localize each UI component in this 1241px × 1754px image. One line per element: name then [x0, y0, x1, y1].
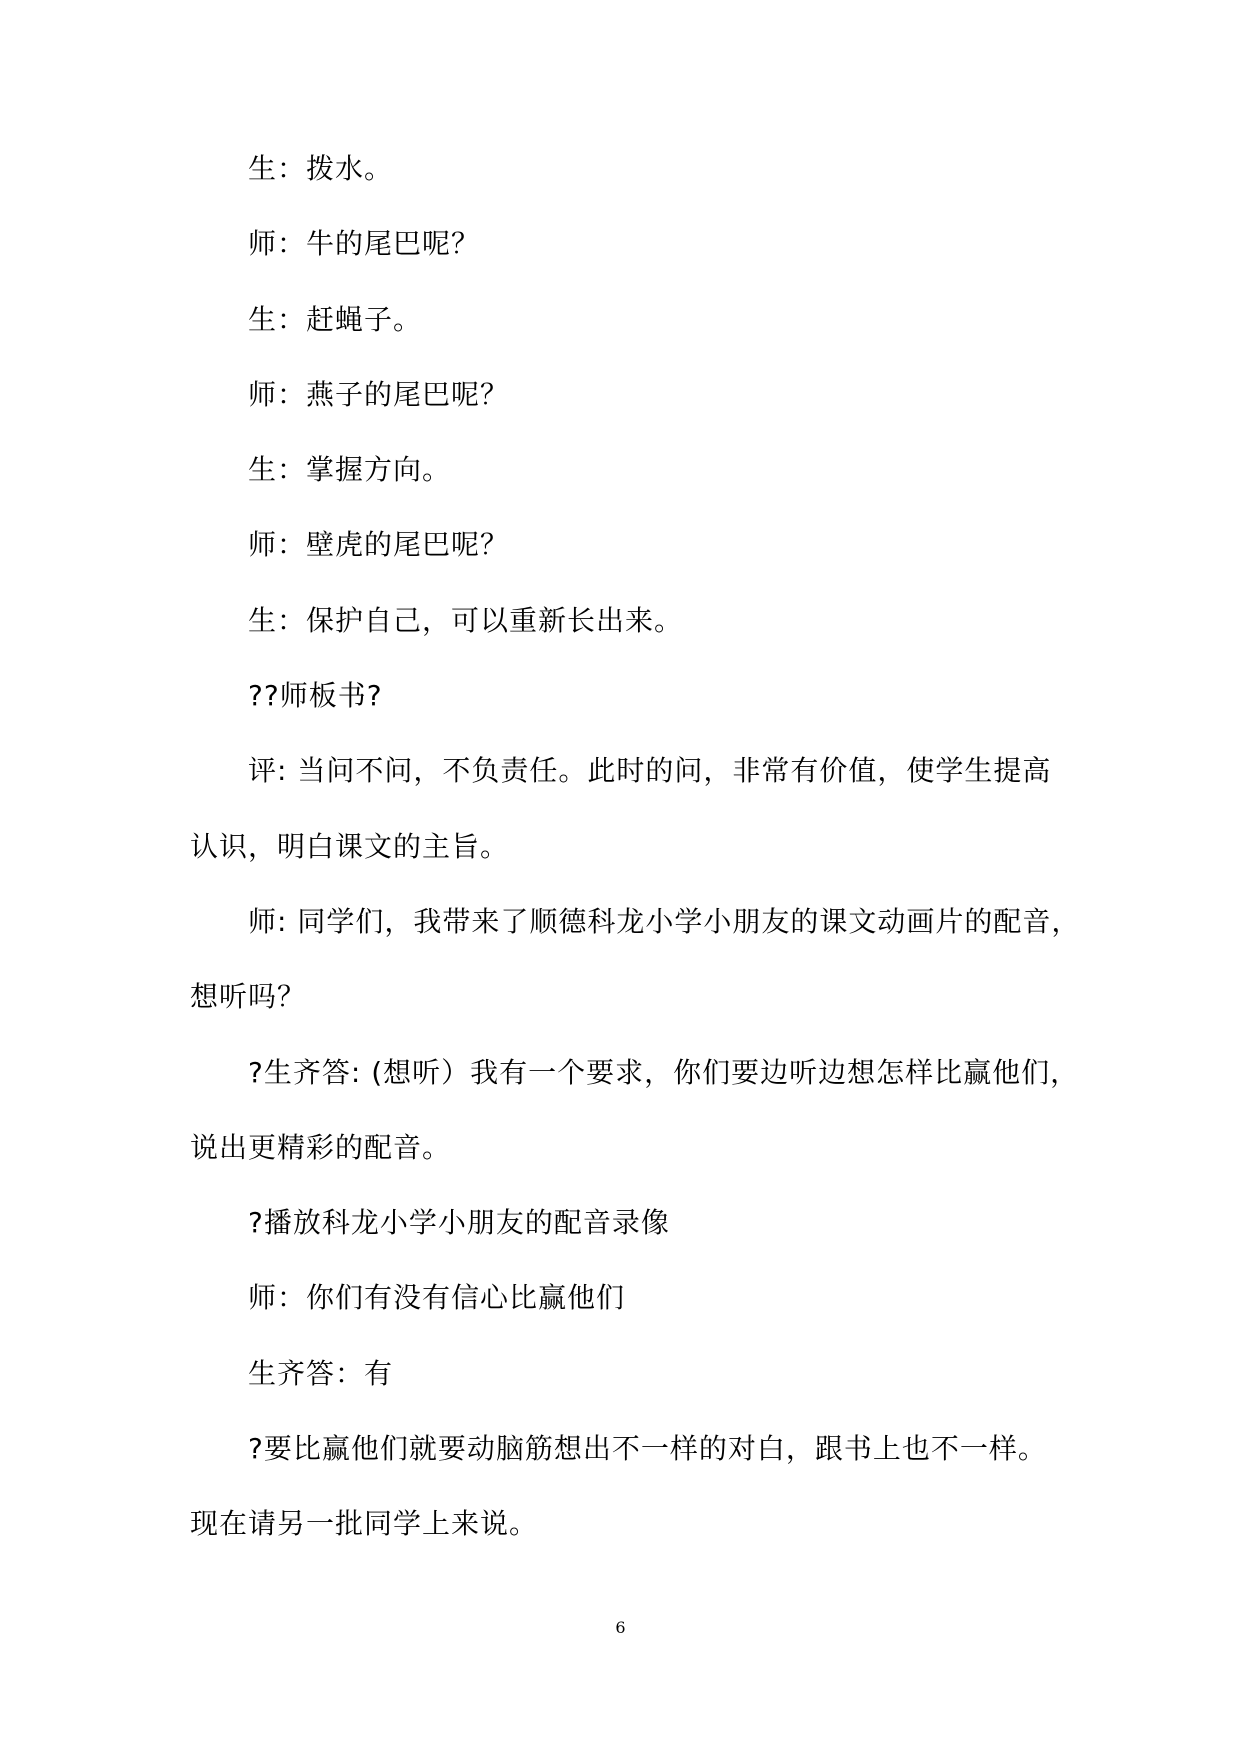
instruction-line-1: ?要比赢他们就要动脑筋想出不一样的对白，跟书上也不一样。	[248, 1432, 1047, 1465]
comment-line-2: 认识，明白课文的主旨。	[190, 830, 510, 863]
student-line-1: ?生齐答: (想听）我有一个要求，你们要边听边想怎样比赢他们，	[248, 1056, 1080, 1089]
teacher-question-line: 师：你们有没有信心比赢他们	[248, 1281, 626, 1314]
video-note-line: ?播放科龙小学小朋友的配音录像	[248, 1206, 670, 1239]
student-answer-line: 生齐答：有	[248, 1357, 394, 1390]
dialogue-line-1: 生：拨水。	[248, 152, 394, 185]
dialogue-line-4: 师：燕子的尾巴呢？	[248, 378, 510, 411]
instruction-line-2: 现在请另一批同学上来说。	[190, 1507, 539, 1540]
board-note-line: ??师板书?	[248, 679, 383, 712]
dialogue-line-2: 师：牛的尾巴呢？	[248, 227, 481, 260]
dialogue-line-3: 生：赶蝇子。	[248, 303, 423, 336]
dialogue-line-7: 生：保护自己，可以重新长出来。	[248, 604, 684, 637]
page-number: 6	[615, 1618, 626, 1637]
dialogue-line-6: 师：壁虎的尾巴呢？	[248, 528, 510, 561]
student-line-2: 说出更精彩的配音。	[190, 1131, 452, 1164]
teacher-line-1: 师: 同学们，我带来了顺德科龙小学小朋友的课文动画片的配音，	[248, 905, 1081, 938]
teacher-line-2: 想听吗？	[190, 980, 307, 1013]
comment-line-1: 评: 当问不问，不负责任。此时的问，非常有价值，使学生提高	[248, 754, 1052, 787]
dialogue-line-5: 生：掌握方向。	[248, 453, 452, 486]
